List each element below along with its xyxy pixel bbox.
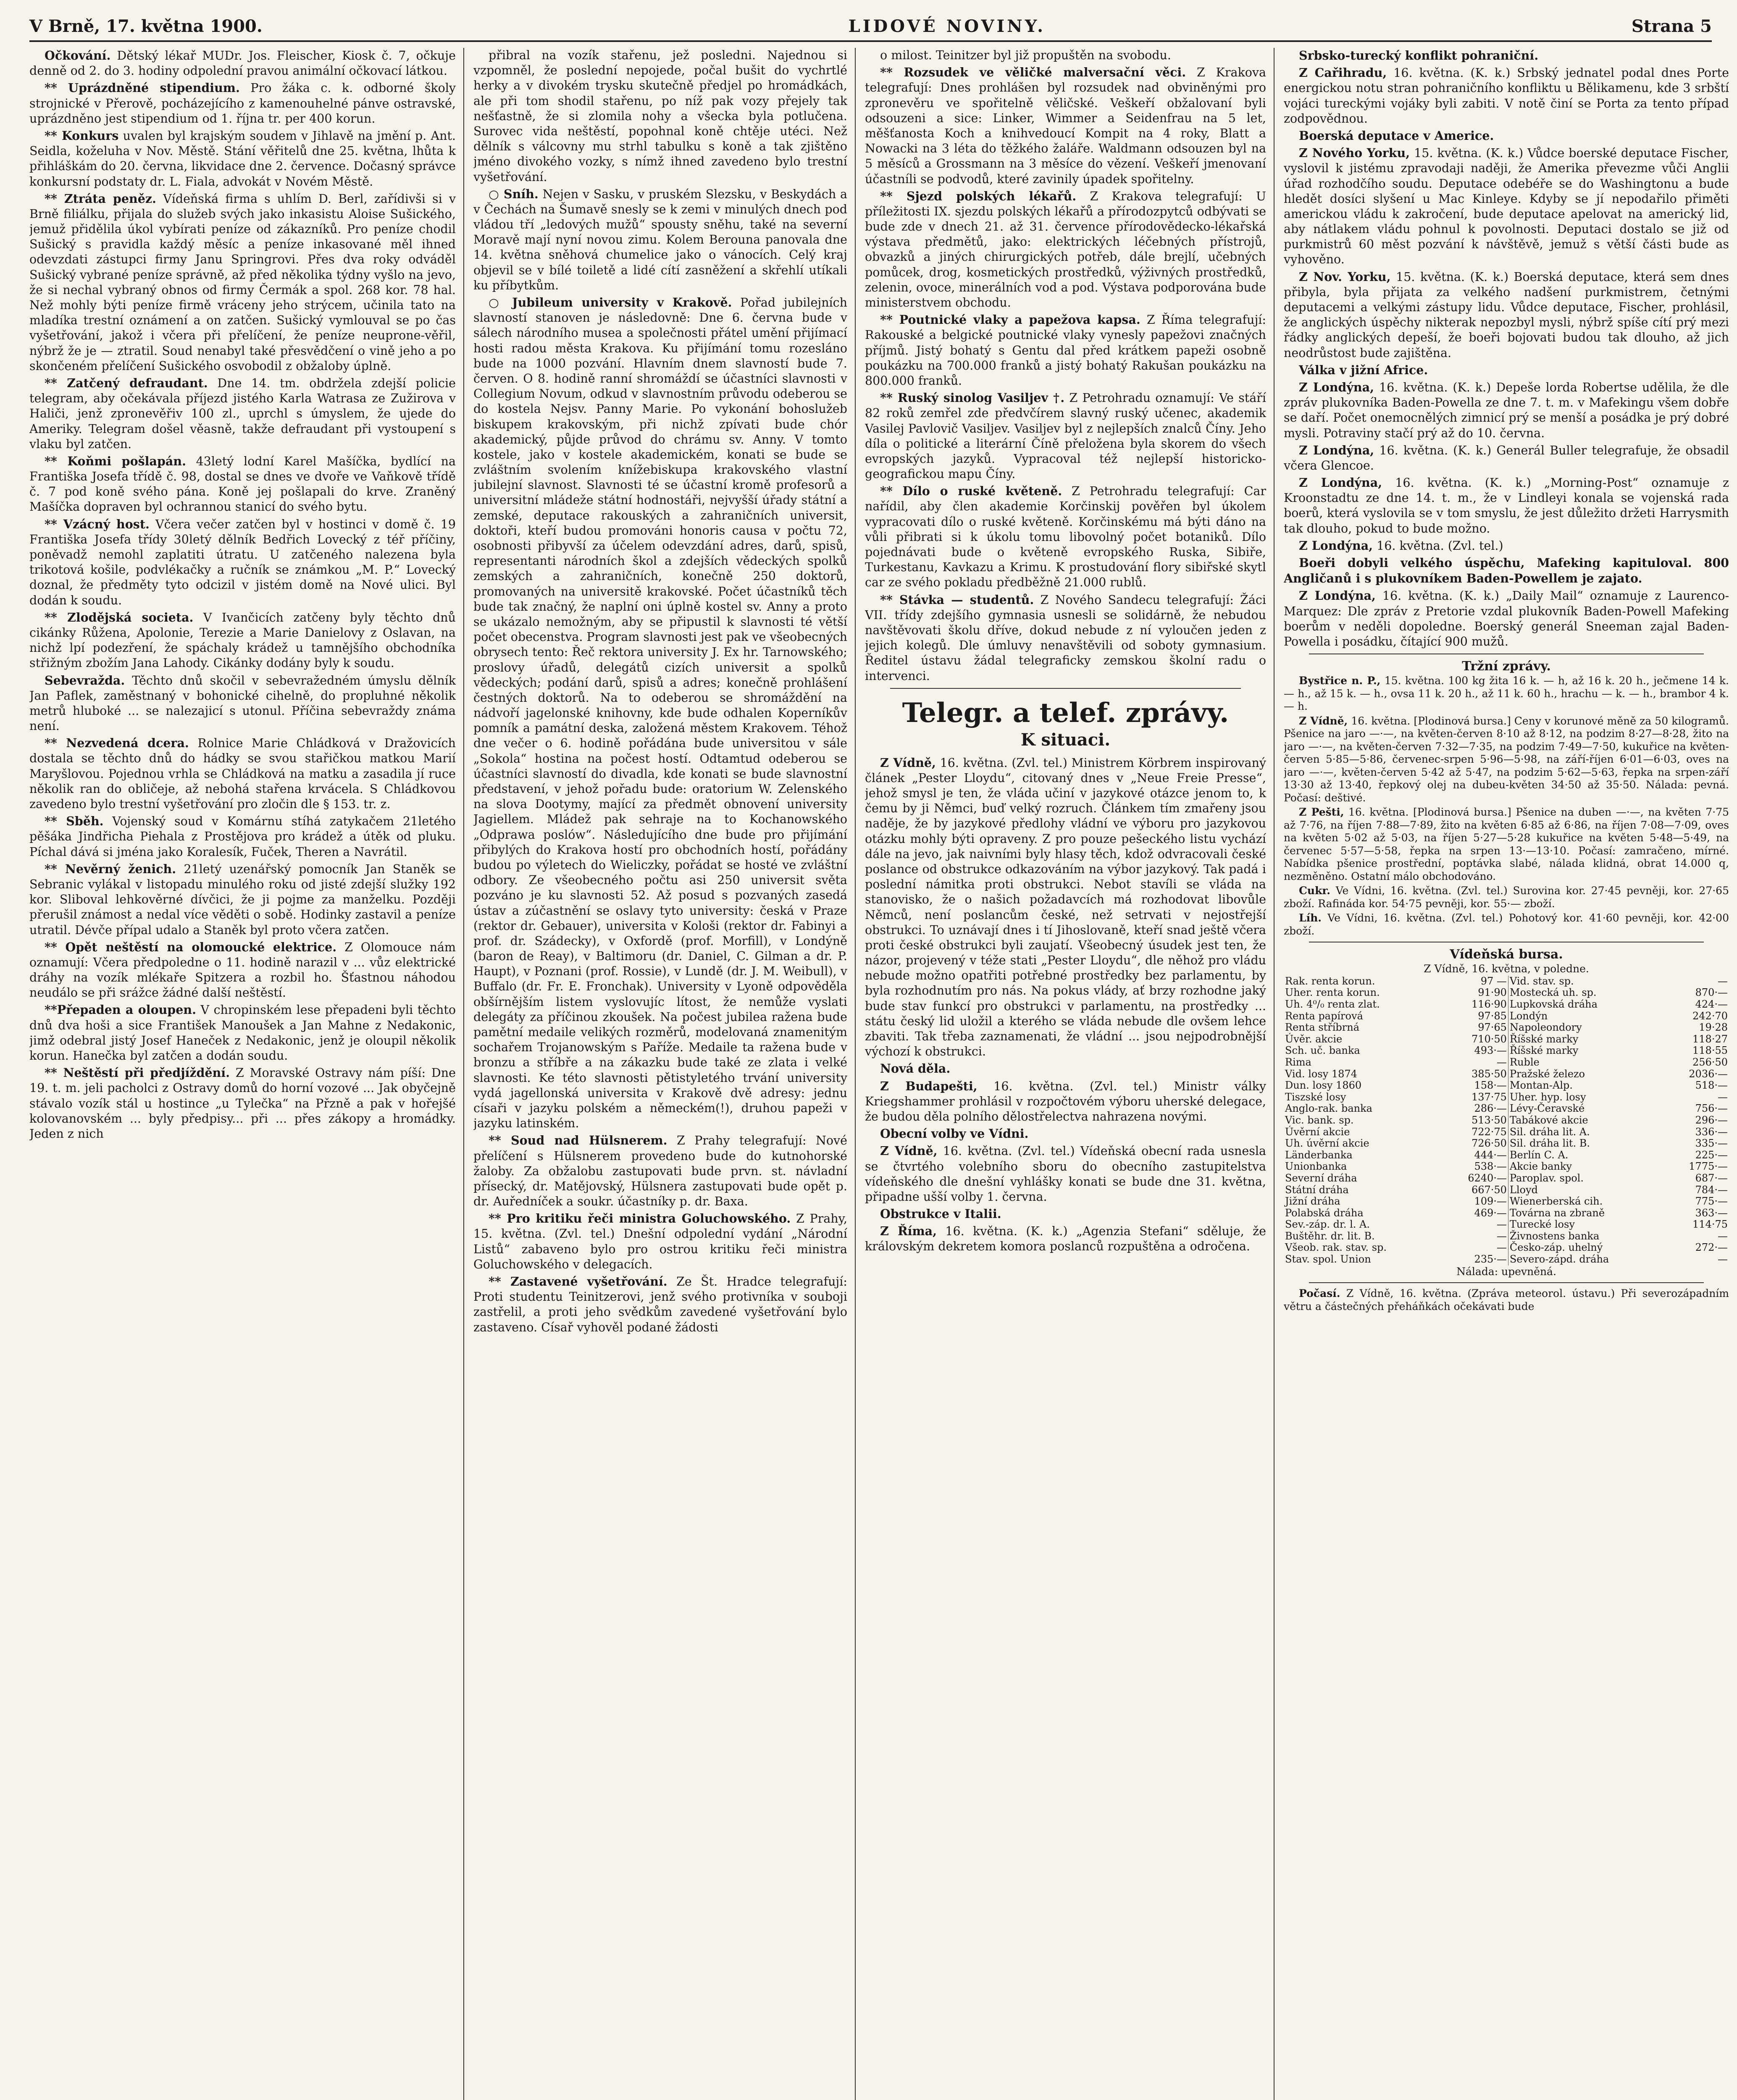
article-headline: ** Pro kritiku řeči ministra Goluchowského. [489,1211,791,1226]
bourse-security: Vic. bank. sp. [1285,1114,1354,1126]
article-headline: ○ Sníh. [489,186,539,201]
bourse-security: Všeob. rak. stav. sp. [1285,1242,1387,1254]
article-headline: ** Dílo o ruské květeně. [880,484,1062,499]
article-paragraph [1284,912,1729,937]
article-paragraph [1284,475,1729,536]
article-paragraph [1284,555,1729,586]
bourse-security: Dun. losy 1860 [1285,1079,1362,1092]
bourse-price: 667·50 [1444,1184,1508,1196]
article-body: Z Petrohradu oznamují: Ve stáří 82 roků zemřel zde předvčírem slavný ruský učenec, akademik Vasilej Pavlovič Vasiljev. Vasiljev byl z nejlepších znalců Číny. Jeho díla o politické a literární Číně přeložena byla skorem do všech evropských jazyků. Vypracoval též nejlepší historicko-geografickou mapu Číny. [865,391,1266,481]
bourse-price: 118·27 [1692,1033,1728,1045]
bourse-row [1284,1080,1729,1092]
bourse-row [1284,1068,1729,1080]
bourse-price: — [1444,1242,1508,1254]
article-paragraph [29,48,456,79]
bourse-security: Paroplav. spol. [1509,1172,1584,1184]
article-paragraph [865,1126,1266,1142]
bourse-price: 1775·— [1689,1160,1728,1173]
page-header [29,0,1712,42]
article-paragraph [29,861,456,938]
article-paragraph [865,390,1266,482]
bourse-row [1284,987,1729,999]
article-paragraph [865,312,1266,388]
bourse-price: 116·90 [1444,999,1508,1011]
bourse-row [1284,1034,1729,1045]
bourse-price: — [1444,1219,1508,1231]
article-headline: ** Uprázdněné stipendium. [45,81,240,95]
bourse-security: Lévy-Čeravské [1509,1102,1585,1115]
bourse-row [1284,1092,1729,1103]
bourse-price: 118·55 [1692,1045,1728,1057]
bourse-security: Stav. spol. Union [1285,1253,1371,1265]
article-paragraph [1284,885,1729,910]
bourse-security: Sil. dráha lit. A. [1509,1126,1590,1138]
article-paragraph [473,1133,847,1209]
article-paragraph [1284,715,1729,805]
bourse-security: Ruble [1509,1056,1540,1068]
article-headline: ○ Jubileum university v Krakově. [489,295,732,310]
article-paragraph [29,735,456,812]
column-4 [1284,48,1729,2100]
bourse-price: 513·50 [1444,1115,1508,1126]
article-headline: ** Konkurs [45,128,119,143]
article-paragraph [29,454,456,515]
bourse-row [1284,1126,1729,1138]
bourse-row [1284,1254,1729,1265]
column-2 [473,48,856,2100]
article-paragraph [865,483,1266,590]
article-body: 16. května. (K. k.) Depeše lorda Robertse udělila, že dle zpráv plukovníka Baden-Powella ze dne 7. t. m. v Mafekingu všem dobře se daří. Počet onemocnělých zimnicí prý se menší a posádka je prý dobré mysli. Potraviny stačí prý až do 10. června. [1284,380,1729,440]
article-paragraph [1284,128,1729,144]
bourse-security: Říšské marky [1509,1033,1579,1045]
article-headline: ** Opět neštěstí na olomoucké elektrice. [45,940,337,954]
bourse-price: 722·75 [1444,1126,1508,1138]
article-body: V chropinském lese přepadeni byli těchto dnů dva hoši a sice František Manoušek a Jan Mahne z Nedakonic, jimž odebral jistý Josef Haneček z Nedakonic, jenž je oloupil několik korun. Hanečka byl zatčen a dodán soudu. [29,1003,456,1063]
article-paragraph [1284,588,1729,649]
article-paragraph [29,375,456,452]
bourse-price: — [1444,1057,1508,1068]
article-headline: ** Nezvedená dcera. [45,736,189,751]
bourse-price: 225·— [1695,1149,1728,1161]
article-body: Včera večer zatčen byl v hostinci v domě č. 19 Františka Josefa třídy 30letý dělník Bedřich Lovecký z téř příčiny, poněvadž nemohl zaplatiti útratu. U zatčeného nalezena byla trikotová košile, podvlékačky a ručník se známkou „M. P.“ Lovecký doznal, že předměty tyto odcizil v jistém domě na Nové ulici. Byl dodán k soudu. [29,517,456,607]
article-headline: Sebevražda. [45,673,125,688]
article-paragraph [29,1002,456,1063]
article-headline: ** Vzácný host. [45,517,150,531]
bourse-price: 756·— [1695,1102,1728,1115]
bourse-price: 97 — [1444,976,1508,987]
article-headline: ** Sjezd polských lékařů. [880,189,1077,203]
article-headline: Válka v jižní Africe. [1299,362,1428,377]
bourse-price: 538·— [1444,1161,1508,1173]
article-body: o milost. Teinitzer byl již propuštěn na svobodu. [880,48,1171,62]
article-headline: Z Budapešti, [880,1079,978,1093]
bourse-security: Napoleondory [1509,1021,1582,1034]
article-body: 16. května. (K. k.) „Morning-Post“ oznamuje z Kroonstadtu ze dne 14. t. m., že v Lindleyi konala se vojenská rada boerů, která vyslovila se v tom smyslu, že jest důležito držeti Harrysmith tak dlouho, pokud to bude možno. [1284,476,1729,536]
bourse-price: 444·— [1444,1150,1508,1161]
article-paragraph [29,517,456,608]
bourse-security: Turecké losy [1509,1218,1575,1231]
bourse-security: Länderbanka [1285,1149,1353,1161]
bourse-price: 336·— [1695,1126,1728,1138]
bourse-security: Unionbanka [1285,1160,1347,1173]
bourse-security: Uher. hyp. losy [1509,1091,1586,1103]
article-body: Ze Št. Hradce telegrafují: Proti studentu Teinitzerovi, jenž svého protivníka v souboji zastřelil, a proti jeho svědkům zavedené vyšetřování bylo zastaveno. Císař vyhověl podané žádosti [473,1275,847,1334]
article-headline: ** Poutnické vlaky a papežova kapsa. [880,312,1140,327]
article-paragraph [865,1143,1266,1205]
article-body: Ve Vídni, 16. května. (Zvl. tel.) Surovina kor. 27·45 pevněji, kor. 27·65 zboží. Rafináda kor. 54·75 pevněji, kor. 55·— zboží. [1284,885,1729,910]
bourse-row [1284,1115,1729,1126]
article-body: 16. května. (Zvl. tel.) [1373,538,1503,553]
article-body: Vídeňská firma s uhlím D. Berl, zařídivši si v Brně filiálku, přijala do služeb svých jako inkasistu Aloise Sušického, jemuž přidělila úkol vybírati peníze od zákazníků. Pro peníze chodil Sušický s pravidla každý měsíc a peníze inkasované měl ihned odevzdati zástupci firmy Janu Springrovi. Přes dva roky odváděl Sušický vybrané peníze správně, až před několika týdny vyšlo na jevo, že si nechal vybraný obnos od firmy Čermák a spol. 268 kor. 78 hal. Než mohly býti peníze firmě vráceny jeho strýcem, učinila tato na mladíka trestní oznámení a on zatčen. Sušický vymlouval se po čas vyšetřování, jakož i včera při přelíčení, že peníze neuprone-věřil, nýbrž že je — ztratil. Soud nenabyl také přesvědčení o vině jeho a po skončeném přelíčení Sušického osvobodil z obžaloby úplně. [29,192,456,373]
article-headline: ** Rozsudek ve věličké malversační věci. [880,65,1186,80]
bourse-row [1284,1208,1729,1219]
article-headline: Z Vídně, [880,1144,938,1158]
bourse-row [1284,999,1729,1011]
article-headline: Z Vídně, [1299,714,1348,727]
bourse-row [1284,1184,1729,1196]
column-1 [29,48,464,2100]
bourse-security: Vid. losy 1874 [1285,1068,1357,1080]
article-headline: Z Londýna, [1299,538,1373,553]
column-3 [865,48,1275,2100]
article-headline: Bystřice n. P., [1299,675,1381,687]
bourse-security: Akcie banky [1509,1160,1572,1173]
article-body: 15. května. (K. k.) Vůdce boerské deputace Fischer, vyslovil k jistému zpravodaji naději, že Amerika převezme vůči Anglii úřad rozhodčího soudu. Deputace odebéře se do Washingtonu a bude hledět dosíci slyšení u Mac Kinleye. Kdyby se jí nepodařilo přiměti americkou vládu k zakročení, bude deputace apelovat na americký lid, aby nátlakem vládu pohnul k povolnosti. Deputaci dostalo se již od purkmistrů 60 měst pozvání k návštěvě, jemuž s větší části bude as vyhověno. [1284,146,1729,267]
bourse-row [1284,1150,1729,1161]
article-paragraph [473,295,847,1131]
article-body: Rolnice Marie Chládková v Dražovicích dostala se těchto dnů do hádky se svou stařičkou matkou Marií Maryšlovou. Pojednou vrhla se Chládková na matku a zasadila jí ruce několik ran do obličeje, až nebohá stařena krvácela. S Chládkovou zavedeno bylo trestní vyšetřování pro zločin dle § 153. tr. z. [29,736,456,811]
article-paragraph [1284,806,1729,883]
bourse-row [1284,1011,1729,1022]
article-body: Nejen v Sasku, v pruském Slezsku, v Beskydách a v Čechách na Šumavě snesly se k zemi v minulých dnech pod vládou tří „ledových mužů“ spousty sněhu, také na severní Moravě mají nyní novou zimu. Kolem Berouna panovala dne 14. května sněhová chumelice jako o vánocích. Celý kraj objevil se v bílé toiletě a lidé cítí zasněžení a skřehlí utíkali ku příbytkům. [473,187,848,292]
article-body: Pro žáka c. k. odborné školy strojnické v Přerově, pocházejícího z kamenouhelné pánve ostravské, uprázdněno jest stipendium od 1. října tr. per 400 korun. [29,81,456,126]
article-body: Pořad jubilejních slavností stanoven je následovně: Dne 6. června bude v sálech národního musea a společnosti přátel umění přijímací hosti radou města Krakova. Ku přijímání tomu rozesláno bude na 1000 pozvání. Hlavním dnem slavností bude 7. červen. O 8. hodině ranní shromáždí se účastníci slavnosti v Collegium Novum, odkud v slavnostním průvodu odeberou se do kostela Nejsv. Panny Marie. Po vykonání bohoslužeb biskupem krakovským, při nichž zpívati bude chór akademický, půjde průvod do chrámu sv. Anny. V tomto kostele, jako v kostele akademickém, konati se bude se zvláštním svolením knížebiskupa krakovského vlastní jubilejní slavnost. Slavnosti té se účastní kromě profesorů a universitní mládeže státní hodnostáři, nejvyšší úřady státní a zemské, deputace rakouských a zahraničních universit, doktoři, kteří budou promováni honoris causa v počtu 72, osobnosti přibyvší za účelem odevzdání adres, darů, spisů, representanti národních škol a zdejších vědeckých spolků zemských a zahraničních, konečně 250 doktorů, promovaných na universitě krakovské. Počet účastníků těch bude tak značný, že naplní oni úplně kostel sv. Anny a proto se ukázalo nemožným, aby se připustil k slavnosti té větší počet obecenstva. Program slavnosti jest pak ve všeobecných obrysech tento: Řeč rektora university J. Ex hr. Tarnowského; proslovy úřadů, delegátů cizích universit a spolků vědeckých; podání darů, spisů a adres; konečně prohlášení čestných doktorů. Na to odeberou se shromáždění na nádvoří jagelonské knihovny, kde bude odhalen Koperníkův pomník a památní deska, založená městem Krakovem. Téhož dne večer o 6. hodině pořádána bude universitou v sále „Sokola“ hostina na počest hostí. Odtamtud odeberou se účastníci slavností do divadla, kde konati se bude slavnostní představení, v jehož pořadu bude: oratorium W. Zelenského na slova Dootymy, mající za předmět obnovení university Jagiellem. Mládež pak sehraje na to Kochanowského „Odprawa poslów“. Následujícího dne bude pro přijímání přibylých do Krakova hostí pro obchodních hostí, pořádány budou po výletech do Wieliczky, pořádat se hosté ve zvláštní odbory. Ze všeobecného počtu asi 250 universit světa pozváno je ku slavnosti 52. Až posud s pozvaných zasedá ústav a zúčastnění se oslavy tyto university: česká v Praze (rektor dr. Gebauer), universita v Kološi (rektor dr. Fabinyi a prof. dr. Szádecky), v Oxfordě (prof. Morfill), v Londýně (baron de Reay), v Baltimoru (dr. Daniel, C. Gilman a dr. P. Haupt), v Poznani (prof. Rossie), v Lundě (dr. J. M. Weibull), v Buffalo (dr. Fr. E. Fronchak). University v Lyoně odpověděla obšírnějším listem vyslovujíc lítost, že nemůže vyslati delegáty za příčinou zkoušek. Na počest jubilea ražena bude pamětní medaile velikých rozměrů, modelovaná znamenitým sochařem Trojanowským s Paříže. Medaile ta ražena bude v bronzu a stříbře a na zákazku bude také ze zlata i velké slavnosti. Ke této slavnosti pětistyletého trvání university vydá jagellonská universita v Krakově dvě adresy: jednu císaři v jazyku polském a německém(!), druhou papeži v jazyku latinském. [473,296,848,1131]
bourse-security: Lloyd [1509,1184,1538,1196]
article-paragraph [1284,145,1729,268]
bourse-security: Uher. renta korun. [1285,987,1380,999]
bourse-row [1284,1242,1729,1254]
article-headline: ** Ruský sinolog Vasiljev †. [880,391,1065,405]
bourse-title: Vídeňská bursa. [1450,947,1563,962]
bourse-security: Polabská dráha [1285,1207,1364,1219]
article-paragraph [865,1223,1266,1254]
article-body: 21letý uzenářský pomocník Jan Staněk se Sebranic vylákal v listopadu minulého roku od jisté zdejší služky 192 kor. Sliboval lehkověrné dívčici, že ji pojme za manželku. Později přerušil známost a nedal více věděti o sobě. Hodinky zastavil a peníze utratil. Dévče přípal udalo a Staněk byl proto včera zatčen. [29,862,456,937]
article-headline: Z Vídně, [880,755,936,770]
bourse-security: Berlín C. A. [1509,1149,1569,1161]
bourse-row [1284,1173,1729,1184]
bourse-security: Renta stříbrná [1285,1021,1360,1034]
article-body: Dětský lékař MUDr. Jos. Fleischer, Kiosk č. 7, očkuje denně od 2. do 3. hodiny odpolední pravou animální očkovací látkou. [29,49,456,78]
bourse-price: — [1444,1231,1508,1242]
article-headline: Z Londýna, [1299,475,1382,490]
article-paragraph [865,189,1266,311]
bourse-security: Sev.-záp. dr. l. A. [1285,1218,1370,1231]
bourse-table [1284,976,1729,1265]
article-paragraph [865,1061,1266,1076]
article-paragraph [29,128,456,189]
article-body: 15. května. (K. k.) Boerská deputace, která sem dnes přibyla, byla přijata za velkého nadšení purkmistrem, četnými deputacemi a velkými zástupy lidu. Vůdce deputace, Fischer, prohlásil, že anglických úspěchy nikterak nepozbyl mysli, nýbrž spíše cítí prý mezi řádky anglických depeší, že boeři bojovati budou tak dlouho, až jich neodrůstost bude zajištěna. [1284,270,1729,360]
bourse-security: Anglo-rak. banka [1285,1102,1372,1115]
article-headline: Obstrukce v Italii. [880,1207,1001,1221]
bourse-row [1284,1045,1729,1057]
article-body: Z Petrohradu telegrafují: Car nařídil, aby člen akademie Korčinskij pověřen byl úkolem vypracovati dílo o ruské květeně. Korčinskému má býti dáno na vůli přibrati si k úkolu tomu libovolný počet botaniků. Dílo pojednávati bude o květeně evropského Ruska, Sibiře, Turkestanu, Kavkazu a Krimu. K prostudování flory sibiřské skytl car ze svého pokladu předběžně 21.000 rublů. [865,484,1266,590]
article-headline: ** Zatčený defraudant. [45,375,208,390]
article-headline: ** Ztráta peněz. [45,191,156,206]
article-headline: ** Zastavené vyšetřování. [489,1274,667,1289]
article-headline: Z Nov. Yorku, [1299,269,1391,284]
bourse-price: 687·— [1695,1172,1728,1184]
bourse-security: Severní dráha [1285,1172,1357,1184]
bourse-security: Sch. uč. banka [1285,1045,1360,1057]
article-body: 16. května. (K. k.) Generál Buller telegrafuje, že obsadil včera Glencoe. [1284,443,1729,472]
bourse-price: 775·— [1695,1195,1728,1208]
article-body: 15. května. 100 kg žita 16 k. — h, až 16 k. 20 h., ječmene 14 k. — h., až 15 k. — h., ovsa 11 k. 20 h., až 11 k. 60 h., hrachu — k. — h., brambor 4 k. — h. [1284,675,1729,713]
article-headline: Očkování. [45,48,111,63]
article-headline: Boerská deputace v Americe. [1299,128,1494,143]
bourse-price: 109·— [1444,1196,1508,1208]
bourse-row [1284,976,1729,987]
bourse-security: Státní dráha [1285,1184,1349,1196]
article-paragraph [473,48,847,185]
article-paragraph [29,814,456,860]
article-paragraph [865,1206,1266,1222]
bourse-price: 97·65 [1444,1022,1508,1034]
article-body: 16. května. (K. k.) „Agenzia Stefani“ sděluje, že královským dekretem komora poslanců rozpuštěna a odročena. [865,1224,1266,1254]
article-body: Z Prahy, 15. května. (Zvl. tel.) Dnešní odpolední vydání „Národní Listů“ zabaveno bylo pro ostrou kritiku řeči ministra Goluchowského v delegacích. [473,1212,847,1271]
article-paragraph [29,673,456,734]
bourse-price: 469·— [1444,1208,1508,1219]
bourse-subtitle: Z Vídně, 16. května, v poledne. [1424,963,1589,975]
article-headline: Líh. [1299,912,1322,924]
bourse-price: 137·75 [1444,1092,1508,1103]
bourse-price: 256·50 [1692,1056,1728,1068]
article-headline: ** Koňmi pošlapán. [45,454,186,468]
article-headline: Z Londýna, [1299,380,1374,394]
bourse-security: Pražské železo [1509,1068,1585,1080]
masthead: LIDOVÉ NOVINY. [848,16,1046,36]
article-paragraph [473,186,847,293]
bourse-price: 710·50 [1444,1034,1508,1045]
article-headline: ** Soud nad Hülsnerem. [489,1133,667,1148]
article-body: Z Krakova telegrafují: U příležitosti IX. sjezdu polských lékařů a přírodozpytců odbývati se bude zde v dnech 21. až 31. července přírodovědecko-lékařská výstava předmětů, jako: elektrických léčebných přístrojů, obvazků a jiných chirurgických potřeb, dále brejlí, učebných pomůcek, drog, kosmetických prostředků, výživných prostředků, zelenin, ovoce, minerálních vod a pod. Výstava podporována bude ministerstvem obchodu. [865,189,1266,310]
bourse-price: 385·50 [1444,1068,1508,1080]
bourse-price: 235·— [1444,1254,1508,1265]
bourse-row [1284,1196,1729,1208]
weather-report [1284,1287,1729,1313]
bourse-price: 784·— [1695,1184,1728,1196]
bourse-row [1284,1231,1729,1242]
header-date: V Brně, 17. května 1900. [29,16,263,36]
article-body: Z Říma telegrafují: Rakouské a belgické poutnické vlaky vynesly papežovi značných příjmů. Jistý bohatý s Gentu dal před krátkem papeži osobně poukázku na 700.000 franků a jistý bohatý Rakušan poukázku na 800.000 franků. [865,313,1267,388]
bourse-security: Rima [1285,1056,1311,1068]
bourse-security: Lupkovská dráha [1509,998,1598,1010]
bourse-row [1284,1138,1729,1150]
bourse-security: Úvěrní akcie [1285,1126,1350,1138]
bourse-price: 286·— [1444,1103,1508,1115]
article-headline: ** Zlodějská societa. [45,610,194,625]
article-headline: Z Londýna, [1299,443,1374,457]
article-paragraph [473,1211,847,1272]
bourse-price: 2036·— [1689,1068,1728,1080]
article-headline: Nová děla. [880,1061,951,1076]
article-body: Z Prahy telegrafují: Nové přelíčení s Hülsnerem provedeno bude do kutnohorské žaloby. Za obžalobu zastupovati bude prvn. st. návladní přísecký, dr. Matějovský, Hülsnera zastupovati bude opět p. dr. Auředníček a soukr. účastníky p. dr. Baxa. [473,1134,848,1209]
telegram-section-subtitle: K situaci. [1020,730,1111,750]
bourse-security: Renta papírová [1285,1010,1363,1022]
bourse-price: 97·85 [1444,1011,1508,1022]
bourse-price: 114·75 [1692,1218,1728,1231]
bourse-row [1284,1219,1729,1231]
bourse-price: 518·— [1695,1079,1728,1092]
article-paragraph [29,610,456,671]
article-paragraph [1284,65,1729,126]
article-headline: Obecní volby ve Vídni. [880,1126,1029,1141]
article-body: 16. května. (K. k.) „Daily Mail“ oznamuje z Laurenco-Marquez: Dle zpráv z Pretorie vzdal plukovník Baden-Powell Mafeking boerům v neděli dopoledne. Boerský generál Sneeman zajal Baden-Powella i posádku, čítající 900 mužů. [1284,589,1729,648]
article-body: 16. května. (K. k.) Srbský jednatel podal dnes Porte energickou notu stran pohraničního konfliktu u Bělikamenu, kde 3 srbští vojáci tureckými vojáky byli zabiti. V notě činí se Porta za tento případ zodpovědnou. [1284,66,1729,126]
page-number: Strana 5 [1631,16,1712,36]
bourse-price: — [1718,1230,1728,1242]
article-body: V Ivančicích zatčeny byly těchto dnů cikánky Růžena, Apolonie, Terezie a Marie Danielovy z Oslavan, na nichž lpí podezření, že spáchaly krádež u tamnějšího obchodníka střižným zbožím Jana Lahody. Cikánky dodány byly k soudu. [29,610,456,670]
bourse-price: 296·— [1695,1114,1728,1126]
bourse-price: 335·— [1695,1137,1728,1150]
bourse-price: — [1718,975,1728,987]
bourse-security: Mostecká uh. sp. [1509,987,1597,999]
bourse-security: Buštěhr. dr. lit. B. [1285,1230,1375,1242]
bourse-price: — [1718,1253,1728,1265]
article-body: Z Olomouce nám oznamují: Včera předpoledne o 11. hodině narazil v ... vůz elektrické dráhy na vozík mlékaře Spitzera a rozbil ho. Šťastnou náhodou neudálo se při srážce žádné další neštěstí. [29,940,456,1000]
article-paragraph [1284,269,1729,361]
article-headline: ** Nevěrný ženich. [45,861,176,876]
article-body: Z Krakova telegrafují: Dnes prohlášen byl rozsudek nad obviněnými pro zpronevěru ve spořitelně věličské. Veškeří obžalovaní byli odsouzeni a sice: Linker, Wimmer a Seidenfrau na 5 let, měšťanosta Koch a knihvedoucí Kompit na 4 roky, Blatt a Nowacki na 3 léta do těžkého žaláře. Waldmann odsouzen byl na 5 měsíců a Grossmann na 3 měsíce do vězení. Veškeří jmenovaní účastníli se podvodů, které zavinily úpadek spořitelny. [865,66,1266,186]
article-headline: Boeři dobyli velkého úspěchu, Mafeking kapituloval. 800 Angličanů i s plukovníkem Baden-Powellem je zajato. [1284,556,1729,586]
article-headline: ** Stávka — studentů. [880,592,1034,607]
article-body: Z Nového Sandecu telegrafují: Žáci VII. třídy zdejšího gymnasia usnesli se solidárně, že nebudou navštěvovati školu dříve, dokud nebude z ní vyloučen jeden z jejich kolegů. Dle úmluvy nenavštěvili od soboty gymnasium. Ředitel ústavu žádal telegraficky zemskou školní radu o intervenci. [865,593,1266,683]
bourse-security: Česko-záp. uhelný [1509,1242,1603,1254]
article-paragraph [29,80,456,126]
bourse-mood: Nálada: upevněná. [1456,1265,1556,1278]
bourse-price: 363·— [1695,1207,1728,1219]
bourse-row [1284,1103,1729,1115]
article-body: 16. května. (Zvl. tel.) Ministrem Körbrem inspirovaný článek „Pester Lloydu“, citovaný dnes v „Neue Freie Presse“, jehož smysl je ten, že vláda učiní v jazykové otázce jenom to, k čemu by ji Němci, buď velký rozruch. Článkem tím zmařeny jsou naděje, že by jazykové předlohy vládní ve výboru pro jazykovou otázku mohly býti opraveny. Z pro pouze pešeckého listu vychází dále na jevo, jak naivními byly hlasy těch, kdož odvracovali české poslance od obstrukce odkazováním na výbor jazykový. Tak padá i poslední námitka proti obstrukci. Nebot stavíli se vláda na stanovisko, že o našich požadavcích má rozhodovat libovůle Němců, není poslancům české, než setrvati v nejostřejší obstrukci. To uznávají dnes i tí Jihoslovaně, kteří snad ještě včera proti české obstrukci byli zaujatí. Všeobecný úsudek jest ten, že názor, projevený v téže stati „Pester Lloydu“, dle něhož pro vládu nebude možno opatřiti potřebné prostředky bez parlamentu, by byla rozhodnutím pro nás. Na pokus vlády, ať brzy rozhodne jaký bude stav funkcí pro obstrukci v parlamentu, na prostředky ... státu český lid uložil a kterého se vláda nebude dle ovšem lehce zbaviti. Tak třeba zaznamenati, že vládní ... jsou nejpodrobnější výchozí k obstrukci. [865,756,1266,1059]
bourse-price: 870·— [1695,987,1728,999]
article-headline: ** Neštěstí při předjíždění. [45,1066,230,1080]
article-paragraph [865,65,1266,187]
article-body: Z Moravské Ostravy nám píší: Dne 19. t. m. jeli pacholci z Ostravy domů do horní vozové ... Jak obyčejně stávalo vozík stál u hostince „u Tylečka“ na Přzně a pak v hořejšé kolovanovském ... byly předpisy... při ... přes zákopy a hromádky. Jeden z nich [29,1066,456,1141]
article-headline: ** Sběh. [45,814,104,829]
article-body: Dne 14. tm. obdržela zdejší policie telegram, aby očekávala příjezd jistého Karla Watrasa ze Zužirova v Haliči, jenž zpronevěřiv 100 zl., uprchl s úmyslem, že ujede do Ameriky. Telegram došel věasně, takže defraudant při vystoupení s vlaku byl zatčen. [29,376,456,451]
article-paragraph [1284,538,1729,554]
article-headline: Cukr. [1299,885,1330,897]
bourse-price: 493·— [1444,1045,1508,1057]
bourse-security: Říšské marky [1509,1045,1579,1057]
bourse-price: 272·— [1695,1242,1728,1254]
article-paragraph [1284,380,1729,441]
bourse-row [1284,1161,1729,1173]
bourse-security: Továrna na zbraně [1509,1207,1605,1219]
bourse-price: — [1718,1091,1728,1103]
article-headline: Z Pešti, [1299,806,1344,819]
weather-lead: Počasí. [1299,1287,1340,1300]
bourse-row [1284,1022,1729,1034]
article-paragraph [29,940,456,1001]
article-headline: Srbsko-turecký konflikt pohraniční. [1299,48,1539,63]
article-paragraph [1284,48,1729,63]
market-title: Tržní zprávy. [1462,659,1551,674]
bourse-price: 242·70 [1692,1010,1728,1022]
bourse-security: Uh. 4⁰/₀ renta zlat. [1285,998,1380,1010]
article-body: 43letý lodní Karel Mašíčka, bydlící na Františka Josefa třídě č. 98, dostal se dnes ve dvoře ve Vaňkově třídě č. 7 pod koně svého pána. Koně jej pošlapali do krve. Zraněný Mašíčka dopraven byl ochrannou stanicí do svého bytu. [29,454,456,514]
article-paragraph [473,1274,847,1335]
article-headline: Z Londýna, [1299,588,1376,603]
bourse-security: Montan-Alp. [1509,1079,1573,1092]
divider [890,688,1241,689]
bourse-security: Živnostens banka [1509,1230,1600,1242]
article-headline: Z Cařihradu, [1299,66,1387,80]
bourse-price: 6240·— [1444,1173,1508,1184]
bourse-security: Jižní dráha [1285,1195,1340,1208]
divider [1309,1282,1704,1283]
telegram-section-title: Telegr. a telef. zprávy. [902,697,1229,729]
bourse-security: Tabákové akcie [1509,1114,1588,1126]
article-body: přibral na vozík stařenu, jež posledni. Najednou si vzpomněl, že poslední nepojede, počal bušit do vychrtlé herky a v divokém trysku skutečně předjel po hromádkách, ale při tom shodil stařenu, po níž pak vozy přejely tak nešťastně, že si zlomila nohy a všecka byla potlučena. Surovec vida neštěstí, popohnal koně chtěje utéci. Než dělník s válcovny mu strhl tabulku s koně a tak zjištěno jméno divokého vozky, s nímž ihned zavedeno bylo trestní vyšetřování. [473,48,847,184]
bourse-security: Severo-zápd. dráha [1509,1253,1609,1265]
bourse-price: 91·90 [1444,987,1508,999]
article-paragraph [865,48,1266,63]
article-body: 16. května. [Plodinová bursa.] Ceny v korunové měně za 50 kilogramů. Pšenice na jaro —·—, na květen-červen 8·10 až 8·12, na podzim 8·27—8·28, žito na jaro —·—, na květen-červen 7·32—7·35, na podzim 7·49—7·50, kukuřice na květen-červen 5·85—5·86, červenec-srpen 5·96—5·98, na září-říjen 6·01—6·03, oves na jaro —·—, květen-červen 5·42 až 5·47, na podzim 5·62—5·63, řepka na srpen-září 13·30 až 13·40, řepkový olej na dubeu-květen 34·50 až 35·50. Nálada: pevná. Počasí: deštivé. [1284,714,1729,804]
article-paragraph [29,191,456,374]
bourse-price: 19·28 [1699,1021,1728,1034]
weather-text: Z Vídně, 16. května. (Zpráva meteorol. ústavu.) Při severozápadním větru a částečných přeháňkách očekávati bude [1284,1287,1729,1312]
article-paragraph [1284,362,1729,378]
bourse-security: Sil. dráha lit. B. [1509,1137,1590,1150]
article-body: 16. května. (Zvl. tel.) Vídeňská obecní rada usnesla se čtvrtého volebního sboru do obecního zastupitelstva vídeňského dle dnešní vyhlášky konati se bude dne 31. května, připadne ušší volby 1. června. [865,1144,1266,1204]
article-headline: Z Nového Yorku, [1299,146,1410,160]
article-body: Vojenský soud v Komárnu stíhá zatykačem 21letého pěšáka Jindřicha Piehala z Prostějova pro krádež a útěk od pluku. Píchal dává si jména jako Koralesík, Fuček, Theren a Navrátil. [29,814,456,859]
article-paragraph [1284,675,1729,713]
bourse-security: Tiszské losy [1285,1091,1346,1103]
bourse-price: 158·— [1444,1080,1508,1092]
bourse-security: Rak. renta korun. [1285,975,1375,987]
article-body: uvalen byl krajským soudem v Jihlavě na jmění p. Ant. Seidla, koželuha v Nov. Městě. Stání věřitelů dne 25. května, lhůta k přihláškám do 20. června, likvidace dne 2. července. Dočasný správce konkursní podstaty dr. L. Fiala, advokát v Novém Městě. [29,129,456,189]
bourse-security: Úvěr. akcie [1285,1033,1343,1045]
bourse-row [1284,1057,1729,1068]
bourse-security: Vid. stav. sp. [1509,975,1574,987]
article-paragraph [865,1079,1266,1125]
bourse-security: Uh. úvěrní akcie [1285,1137,1369,1150]
article-paragraph [865,592,1266,684]
bourse-price: 424·— [1695,998,1728,1010]
article-paragraph [29,1065,456,1142]
bourse-security: Londýn [1509,1010,1548,1022]
article-body: 16. května. (Zvl. tel.) Ministr války Kriegshammer prohlásil v rozpočtovém výboru uherské delegace, že budou děla polního dělostřelectva nahrazena novými. [865,1079,1267,1124]
article-body: 16. května. [Plodinová bursa.] Pšenice na duben —·—, na květen 7·75 až 7·76, na říjen 7·88—7·89, žito na květen 6·85 až 6·86, na říjen 7·08—7·09, oves na květen 5·02 až 5·03, na říjen 5·27—5·28 kukuřice na květen 5·48—5·49, na červenec 5·57—5·58, řepka na srpen 13·—13·10. Počasí: zamračeno, mírné. Nabídka pšenice prostřední, poptávka slabé, nálada klidná, obrat 14.000 q, nezměněno. Ostatní málo obchodováno. [1284,806,1729,882]
article-body: Těchto dnů skočil v sebevražedném úmyslu dělník Jan Paflek, zaměstnaný v bohonické cihelně, do propluhné několik metrů hluboké ... se nalezajicí s utonul. Příčina sebevraždy známa není. [29,673,456,733]
bourse-price: 726·50 [1444,1138,1508,1150]
article-headline: Z Říma, [880,1224,937,1239]
article-body: Ve Vídni, 16. května. (Zvl. tel.) Pohotový kor. 41·60 pevněji, kor. 42·00 zboží. [1284,912,1729,937]
article-paragraph [865,755,1266,1060]
article-headline: **Přepaden a oloupen. [45,1003,197,1017]
bourse-security: Wienerberská cih. [1509,1195,1603,1208]
article-paragraph [1284,443,1729,473]
